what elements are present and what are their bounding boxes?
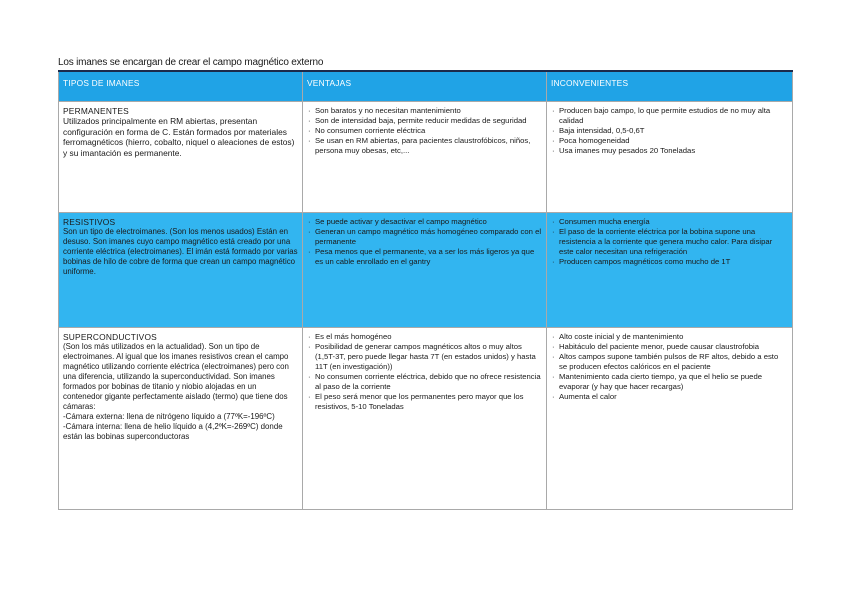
list-item: · Posibilidad de generar campos magnéticos altos o muy altos (1,5T-3T, pero puede llegar hasta 7T (en estados unidos) y hasta 11T (en investigación)) bbox=[308, 342, 536, 371]
camara-interna-text: -Cámara interna: llena de helio líquido a (4,2ºK=-269ºC) donde están las bobinas superconductoras bbox=[63, 422, 283, 441]
list-item: · Producen campos magnéticos como mucho de 1T bbox=[552, 257, 731, 266]
inconvenientes-list bbox=[551, 332, 788, 402]
list-item: · Son baratos y no necesitan mantenimiento bbox=[308, 106, 461, 115]
table-row-resistivos bbox=[59, 213, 793, 328]
ventajas-list bbox=[307, 332, 542, 412]
type-title: RESISTIVOS bbox=[63, 217, 116, 227]
list-item: · Pesa menos que el permanente, va a ser los más ligeros ya que es un cable enrollado en el gantry bbox=[308, 247, 535, 266]
magnets-table bbox=[58, 70, 793, 510]
cell-inconvenientes bbox=[547, 102, 793, 213]
inconvenientes-list bbox=[551, 106, 788, 156]
list-item: · Habitáculo del paciente menor, puede causar claustrofobia bbox=[552, 342, 760, 351]
list-item: · El peso será menor que los permanentes pero mayor que los resistivos, 5-10 Toneladas bbox=[308, 392, 524, 411]
type-description: (Son los más utilizados en la actualidad). Son un tipo de electroimanes. Al igual que los imanes resistivos crean el campo magnético utilizando corriente eléctrica (electroimanes) pero con una diferencia, utilizando la superconductividad. Son imanes formados por bobinas de titanio y niobio alojadas en un contenedor gigante perfectamente aislado (termo) que tiene dos cámaras: bbox=[63, 342, 289, 411]
header-tipos: TIPOS DE IMANES bbox=[59, 71, 303, 102]
ventajas-list bbox=[307, 106, 542, 156]
list-item: · Alto coste inicial y de mantenimiento bbox=[552, 332, 684, 341]
inconvenientes-list bbox=[551, 217, 788, 267]
camara-externa-text: -Cámara externa: llena de nitrógeno líquido a (77ºK=-196ºC) bbox=[63, 412, 275, 421]
cell-tipo bbox=[59, 213, 303, 328]
cell-ventajas bbox=[303, 328, 547, 510]
header-ventajas: VENTAJAS bbox=[303, 71, 547, 102]
header-inconvenientes: INCONVENIENTES bbox=[547, 71, 793, 102]
type-description: Utilizados principalmente en RM abiertas, presentan configuración en forma de C. Están formados por materiales ferromagnéticos (hierro, cobalto, niquel o aleaciones de estos) y su imantación es permanente. bbox=[63, 116, 295, 158]
list-item: · No consumen corriente eléctrica bbox=[308, 126, 426, 135]
table-row-superconductivos bbox=[59, 328, 793, 510]
list-item: · Baja intensidad, 0,5-0,6T bbox=[552, 126, 645, 135]
list-item: · Producen bajo campo, lo que permite estudios de no muy alta calidad bbox=[552, 106, 771, 125]
type-title: PERMANENTES bbox=[63, 106, 129, 116]
list-item: · Se puede activar y desactivar el campo magnético bbox=[308, 217, 487, 226]
list-item: · Usa imanes muy pesados 20 Toneladas bbox=[552, 146, 696, 155]
list-item: · Mantenimiento cada cierto tiempo, ya que el helio se puede evaporar (y hay que hacer recargas) bbox=[552, 372, 762, 391]
list-item: · Consumen mucha energía bbox=[552, 217, 650, 226]
type-title: SUPERCONDUCTIVOS bbox=[63, 332, 157, 342]
cell-ventajas bbox=[303, 102, 547, 213]
cell-tipo bbox=[59, 328, 303, 510]
list-item: · Aumenta el calor bbox=[552, 392, 617, 401]
list-item: · Generan un campo magnético más homogéneo comparado con el permanente bbox=[308, 227, 542, 246]
list-item: · Altos campos supone también pulsos de RF altos, debido a esto se producen efectos calóricos en el paciente bbox=[552, 352, 779, 371]
cell-ventajas bbox=[303, 213, 547, 328]
list-item: · Es el más homogéneo bbox=[308, 332, 392, 341]
cell-inconvenientes bbox=[547, 213, 793, 328]
list-item: · Poca homogeneidad bbox=[552, 136, 630, 145]
list-item: · Se usan en RM abiertas, para pacientes claustrofóbicos, niños, persona muy obesas, etc,... bbox=[308, 136, 531, 155]
list-item: · El paso de la corriente eléctrica por la bobina supone una resistencia a la corriente que genera mucho calor. Para disipar este calor necesitan una refrigeración bbox=[552, 227, 773, 256]
header-row bbox=[59, 71, 793, 102]
list-item: · Son de intensidad baja, permite reducir medidas de seguridad bbox=[308, 116, 527, 125]
table-caption: Los imanes se encargan de crear el campo magnético externo bbox=[58, 57, 324, 68]
cell-tipo bbox=[59, 102, 303, 213]
list-item: · No consumen corriente eléctrica, debido que no ofrece resistencia al paso de la corriente bbox=[308, 372, 541, 391]
table-row-permanentes bbox=[59, 102, 793, 213]
ventajas-list bbox=[307, 217, 542, 267]
type-description: Son un tipo de electroimanes. (Son los menos usados) Están en desuso. Son imanes cuyo campo magnético está creado por una corriente eléctrica (electroimanes). El imán está formado por varias bobinas de hilo de cobre de forma que crean un campo magnético uniforme. bbox=[63, 227, 298, 276]
cell-inconvenientes bbox=[547, 328, 793, 510]
